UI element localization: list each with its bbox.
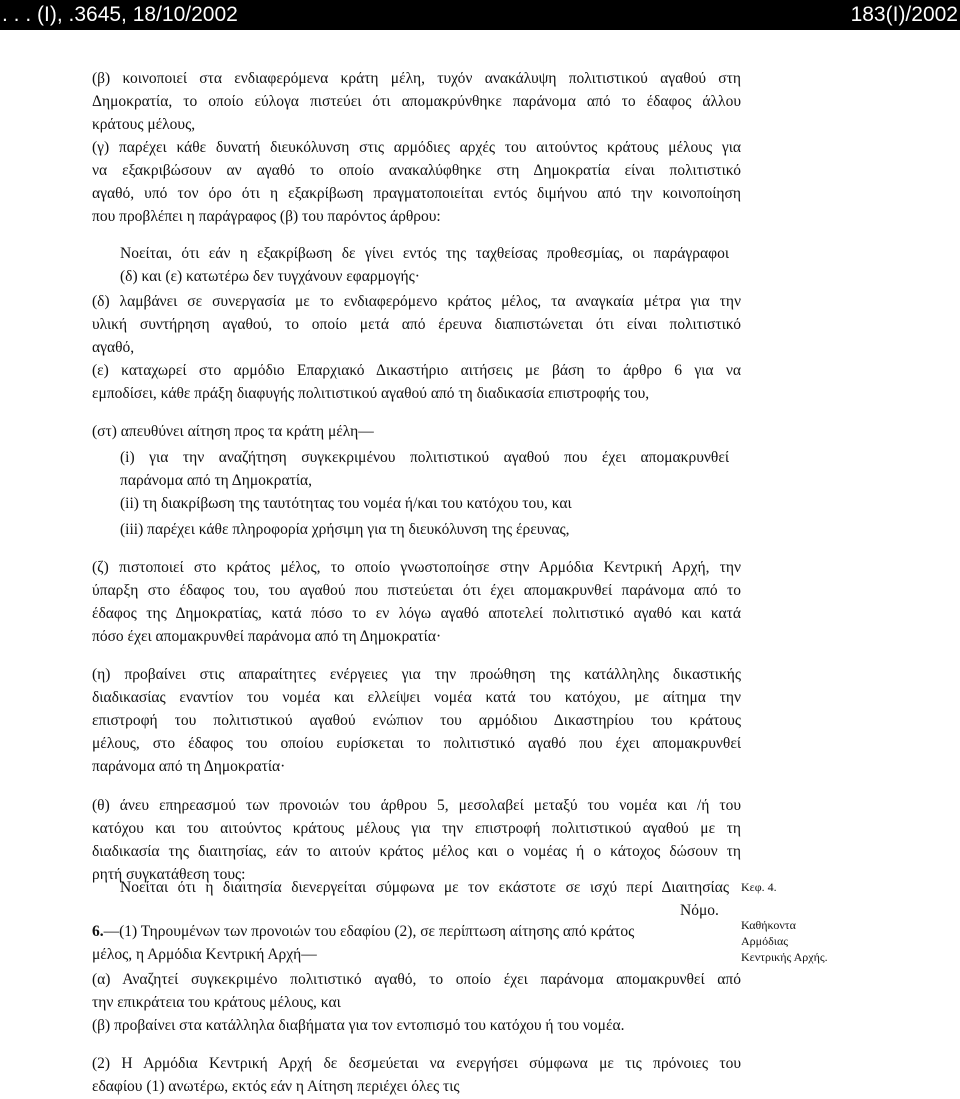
page-header xyxy=(0,0,960,30)
section-6-line-2: μέλος, η Αρμόδια Κεντρική Αρχή— xyxy=(92,946,317,963)
para-2-line-2: εδαφίου (1) ανωτέρω, εκτός εάν η Αίτηση περιέχει όλες τις xyxy=(92,1078,460,1095)
para-e-line-1: (ε) καταχωρεί στο αρμόδιο Επαρχιακό Δικαστήριο αιτήσεις με βάση το άρθρο 6 για να xyxy=(92,362,741,379)
margin-cap-reference: Κεφ. 4. xyxy=(741,880,777,894)
para-g-line-2: να εξακριβώσουν αν αγαθό το οποίο ανακαλύφθηκε στη Δημοκρατία είναι πολιτιστικό xyxy=(92,162,741,179)
sub-ii: (ii) τη διακρίβωση της ταυτότητας του νομέα ή/και του κατόχου του, και xyxy=(120,495,572,512)
para-2-line-1: (2) Η Αρμόδια Κεντρική Αρχή δε δεσμεύεται να ενεργήσει σύμφωνα με τις πρόνοιες του xyxy=(92,1055,741,1072)
proviso-1-line-1: Νοείται, ότι εάν η εξακρίβωση δε γίνει εντός της ταχθείσας προθεσμίας, οι παράγραφοι xyxy=(120,245,729,262)
header-law-number: 183(Ι)/2002 xyxy=(850,3,958,26)
para-th-line-2: κατόχου και του αιτούντος κράτους μέλους για την επιστροφή πολιτιστικού αγαθού με τη xyxy=(92,820,741,837)
para-e-line-2: εμποδίσει, κάθε πράξη διαφυγής πολιτιστικού αγαθού από τη διαδικασία επιστροφής του, xyxy=(92,385,650,402)
para-d-line-1: (δ) λαμβάνει σε συνεργασία με το ενδιαφερόμενο κράτος μέλος, τα αναγκαία μέτρα για την xyxy=(92,293,741,310)
para-th-line-3: διαδικασία της διαιτησίας, εάν το αιτούν κράτος μέλος και ο νομέας ή ο κάτοχος δώσουν τη xyxy=(92,843,741,860)
para-b-line-1: (β) κοινοποιεί στα ενδιαφερόμενα κράτη μέλη, τυχόν ανακάλυψη πολιτιστικού αγαθού στη xyxy=(92,70,741,87)
para-g-line-3: αγαθό, υπό τον όρο ότι η εξακρίβωση πραγματοποιείται εντός διμήνου από την κοινοποίηση xyxy=(92,185,741,202)
margin-note-line-1: Καθήκοντα xyxy=(741,918,796,932)
para-g-line-1: (γ) παρέχει κάθε δυνατή διευκόλυνση στις αρμόδιες αρχές του αιτούντος κράτους μέλους για xyxy=(92,139,741,156)
para-a-line-2: την επικράτεια του κράτους μέλους, και xyxy=(92,994,341,1011)
para-g-line-4: που προβλέπει η παράγραφος (β) του παρόντος άρθρου: xyxy=(92,208,441,225)
section-6-line-1: —(1) Τηρουμένων των προνοιών του εδαφίου (2), σε περίπτωση αίτησης από κράτος xyxy=(103,923,635,940)
para-z-line-4: πόσο έχει απομακρυνθεί παράνομα από τη Δημοκρατία· xyxy=(92,628,442,645)
sub-i-line-1: (i) για την αναζήτηση συγκεκριμένου πολιτιστικού αγαθού που έχει απομακρυνθεί xyxy=(120,449,729,466)
header-citation: . . . (Ι), .3645, 18/10/2002 xyxy=(2,3,238,26)
para-z-line-2: ύπαρξη στο έδαφος του, του αγαθού που πιστεύεται ότι έχει απομακρυνθεί παράνομα από το xyxy=(92,582,741,599)
proviso-1-line-2: (δ) και (ε) κατωτέρω δεν τυγχάνουν εφαρμογής· xyxy=(120,268,420,285)
para-z-line-3: έδαφος της Δημοκρατίας, κατά πόσο το εν λόγω αγαθό αποτελεί πολιτιστικό αγαθό και κατά xyxy=(92,605,741,622)
proviso-2-line-2: Νόμο. xyxy=(680,902,719,919)
para-h-line-1: (η) προβαίνει στις απαραίτητες ενέργειες για την προώθηση της κατάλληλης δικαστικής xyxy=(92,666,741,683)
para-h-line-3: επιστροφή του πολιτιστικού αγαθού ενώπιον του αρμόδιου Δικαστηρίου του κράτους xyxy=(92,712,741,729)
para-th-line-4: ρητή συγκατάθεση τους: xyxy=(92,866,246,883)
para-d-line-3: αγαθό, xyxy=(92,339,135,356)
para-b-line-2: Δημοκρατία, το οποίο εύλογα πιστεύει ότι απομακρύνθηκε παράνομα από το έδαφος άλλου xyxy=(92,93,741,110)
para-h-line-5: παράνομα από τη Δημοκρατία· xyxy=(92,758,286,775)
para-a-line-1: (α) Αναζητεί συγκεκριμένο πολιτιστικό αγαθό, το οποίο έχει παράνομα απομακρυνθεί από xyxy=(92,971,741,988)
para-b-line-3: κράτους μέλους, xyxy=(92,116,196,133)
para-st: (στ) απευθύνει αίτηση προς τα κράτη μέλη— xyxy=(92,423,374,440)
para-h-line-2: διαδικασίας εναντίον του νομέα και ελλείψει νομέα κατά του κατόχου, με αίτημα την xyxy=(92,689,741,706)
proviso-2-line-1: Νοείται ότι η διαιτησία διενεργείται σύμφωνα με τον εκάστοτε σε ισχύ περί Διαιτησίας xyxy=(120,879,729,896)
margin-note-line-3: Κεντρικής Αρχής. xyxy=(741,950,828,964)
section-6-number: 6. xyxy=(92,923,104,940)
para-h-line-4: μέλους, στο έδαφος του οποίου ευρίσκεται το πολιτιστικό αγαθό που έχει απομακρυνθεί xyxy=(92,735,741,752)
para-th-line-1: (θ) άνευ επηρεασμού των προνοιών του άρθρου 5, μεσολαβεί μεταξύ του νομέα και /ή του xyxy=(92,797,741,814)
sub-iii: (iii) παρέχει κάθε πληροφορία χρήσιμη για τη διευκόλυνση της έρευνας, xyxy=(120,521,570,538)
sub-i-line-2: παράνομα από τη Δημοκρατία, xyxy=(120,472,312,489)
margin-note-line-2: Αρμόδιας xyxy=(741,934,789,948)
para-z-line-1: (ζ) πιστοποιεί στο κράτος μέλος, το οποίο γνωστοποίησε στην Αρμόδια Κεντρική Αρχή, την xyxy=(92,559,741,576)
para-b2: (β) προβαίνει στα κατάλληλα διαβήματα για τον εντοπισμό του κατόχου ή του νομέα. xyxy=(92,1017,625,1034)
para-d-line-2: υλική συντήρηση αγαθού, το οποίο μετά από έρευνα διαπιστώνεται ότι είναι πολιτιστικό xyxy=(92,316,741,333)
